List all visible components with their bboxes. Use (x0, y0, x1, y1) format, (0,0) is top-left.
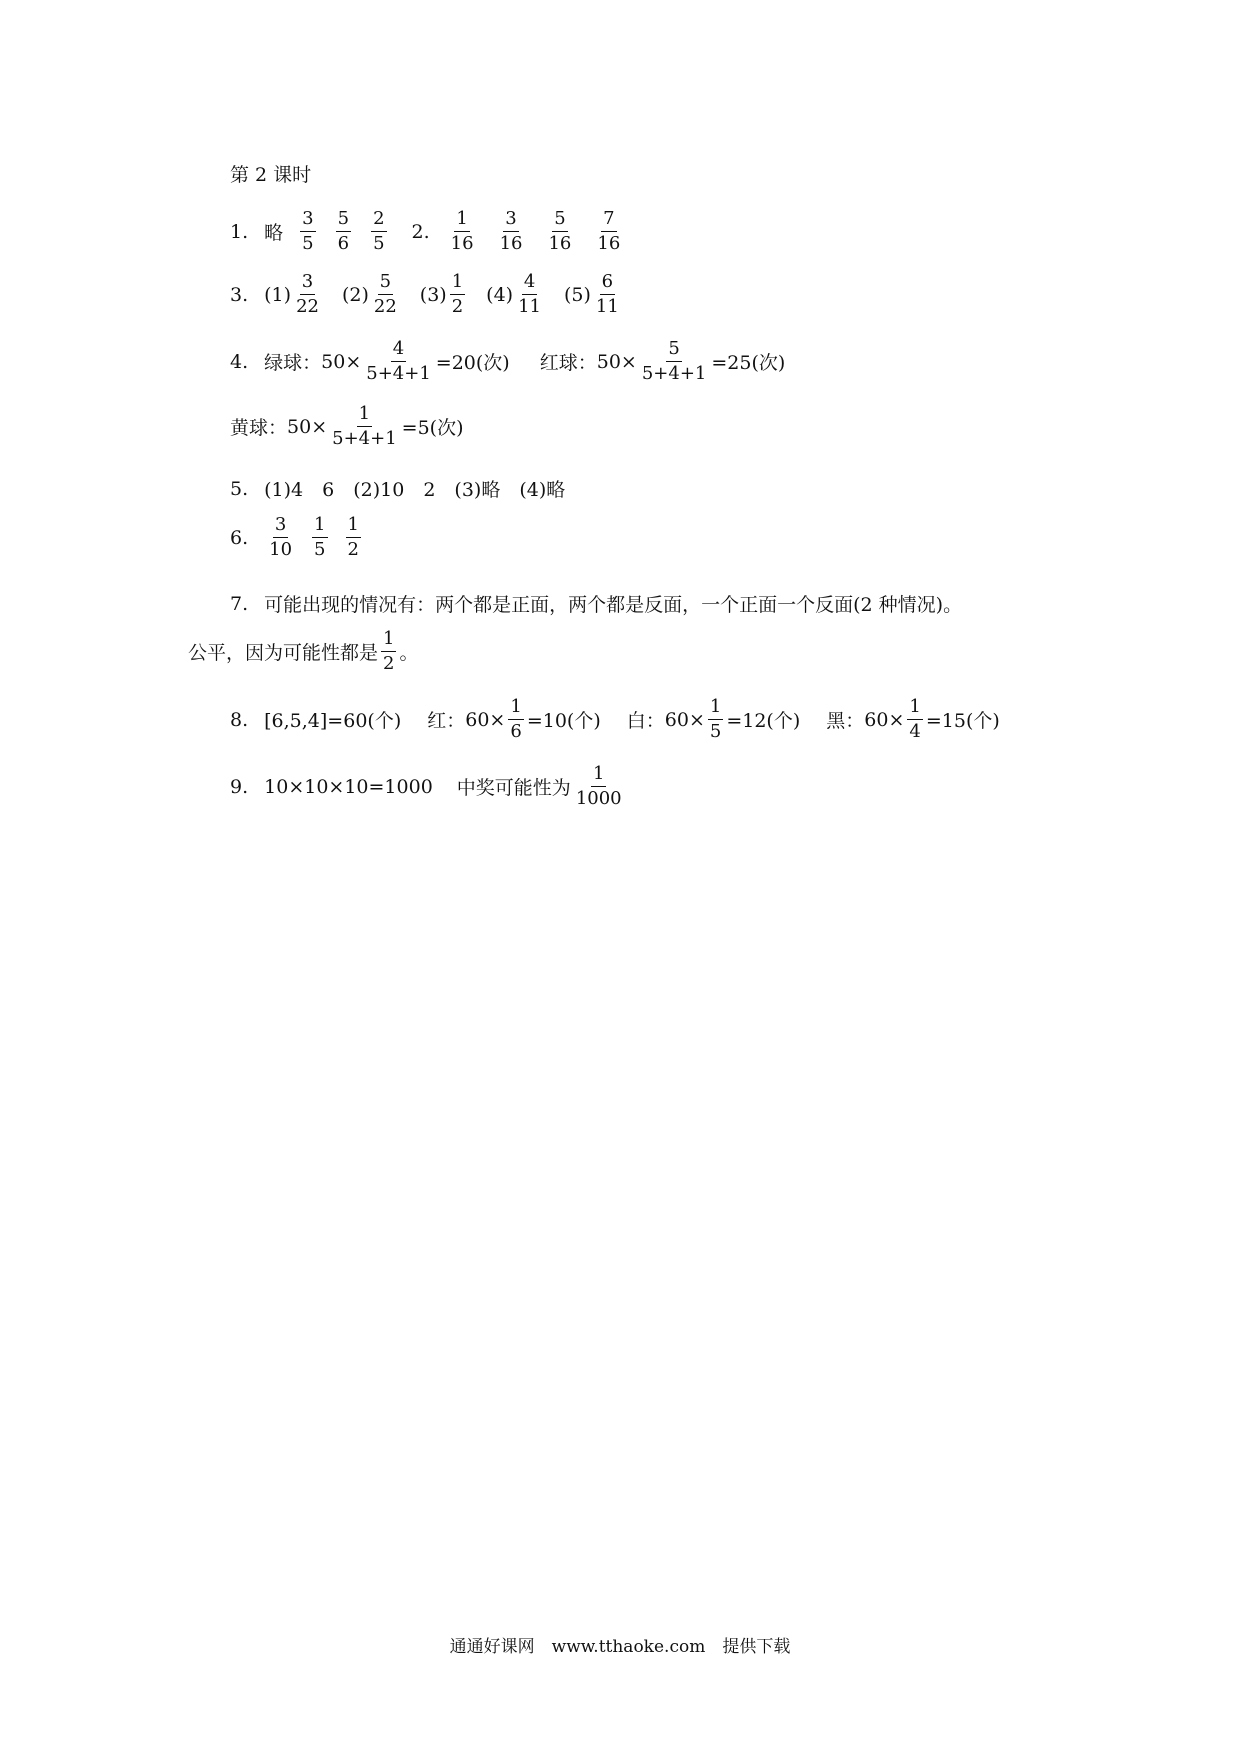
fraction: $\frac{2}{5}$ (373, 208, 385, 254)
fraction: $\frac{1}{2}$ (451, 271, 464, 317)
fraction: $\frac{1}{6}$ (510, 696, 522, 742)
fraction: $\frac{3}{5}$ (302, 208, 314, 254)
answer-7-line-1: 7. 可能出现的情况有：两个都是正面，两个都是反面，一个正面一个反面(2 种情况)。 (230, 592, 963, 616)
answer-8: 8. [6,5,4]=60(个) 红： 60× $\frac{1}{6}$ =10(个) 白： 60× $\frac{1}{5}$ =12(个) 黑： 60× $\frac{1}{4}$ =15(个) (230, 696, 1000, 742)
fraction: $\frac{5}{22}$ (373, 271, 397, 317)
fraction: $\frac{1}{4}$ (909, 696, 921, 742)
fraction: $\frac{1}{2}$ (347, 514, 359, 560)
fraction: $\frac{5}{5+4+1}$ (641, 338, 707, 384)
fraction: $\frac{1}{1000}$ (575, 763, 622, 809)
answer-9: 9. 10×10×10=1000 中奖可能性为 $\frac{1}{1000}$ (230, 763, 622, 809)
lesson-title: 第 2 课时 (230, 164, 312, 186)
fraction: $\frac{1}{5}$ (314, 514, 326, 560)
answer-5: 5. (1)4 6 (2)10 2 (3)略 (4)略 (230, 477, 566, 501)
fraction: $\frac{4}{5+4+1}$ (366, 338, 431, 384)
fraction: $\frac{4}{11}$ (518, 271, 541, 317)
answer-7-line-2: 公平，因为可能性都是 $\frac{1}{2}$ 。 (188, 628, 419, 674)
answer-6: 6. $\frac{3}{10}$ $\frac{1}{5}$ $\frac{1}{2}$ (230, 514, 359, 560)
fraction: $\frac{1}{5}$ (709, 696, 722, 742)
answer-4-line-2: 黄球： 50× $\frac{1}{5+4+1}$ =5(次) (230, 403, 464, 449)
fraction: $\frac{1}{16}$ (450, 208, 474, 254)
fraction: $\frac{3}{16}$ (499, 208, 523, 254)
fraction: $\frac{6}{11}$ (595, 271, 619, 317)
answer-3: 3. (1) $\frac{3}{22}$ (2) $\frac{5}{22}$ (3) $\frac{1}{2}$ (4) $\frac{4}{11}$ (5) $\frac{6}{11}$ (230, 271, 619, 317)
answer-4-line-1: 4. 绿球： 50× $\frac{4}{5+4+1}$ =20(次) 红球： 50× $\frac{5}{5+4+1}$ =25(次) (230, 338, 786, 384)
fraction: $\frac{7}{16}$ (597, 208, 621, 254)
fraction: $\frac{5}{6}$ (337, 208, 350, 254)
fraction: $\frac{1}{5+4+1}$ (332, 403, 397, 449)
fraction: $\frac{3}{22}$ (296, 271, 319, 317)
fraction: $\frac{5}{16}$ (548, 208, 572, 254)
footer-credit: 通通好课网 www.tthaoke.com 提供下载 (449, 1637, 791, 1657)
fraction: $\frac{3}{10}$ (269, 514, 293, 560)
fraction: $\frac{1}{2}$ (383, 628, 395, 674)
answer-1-2: 1. 略 $\frac{3}{5}$ $\frac{5}{6}$ $\frac{2}{5}$ 2. $\frac{1}{16}$ $\frac{3}{16}$ $\frac{5}{16}$ $\frac{7}{16}$ (230, 208, 621, 254)
